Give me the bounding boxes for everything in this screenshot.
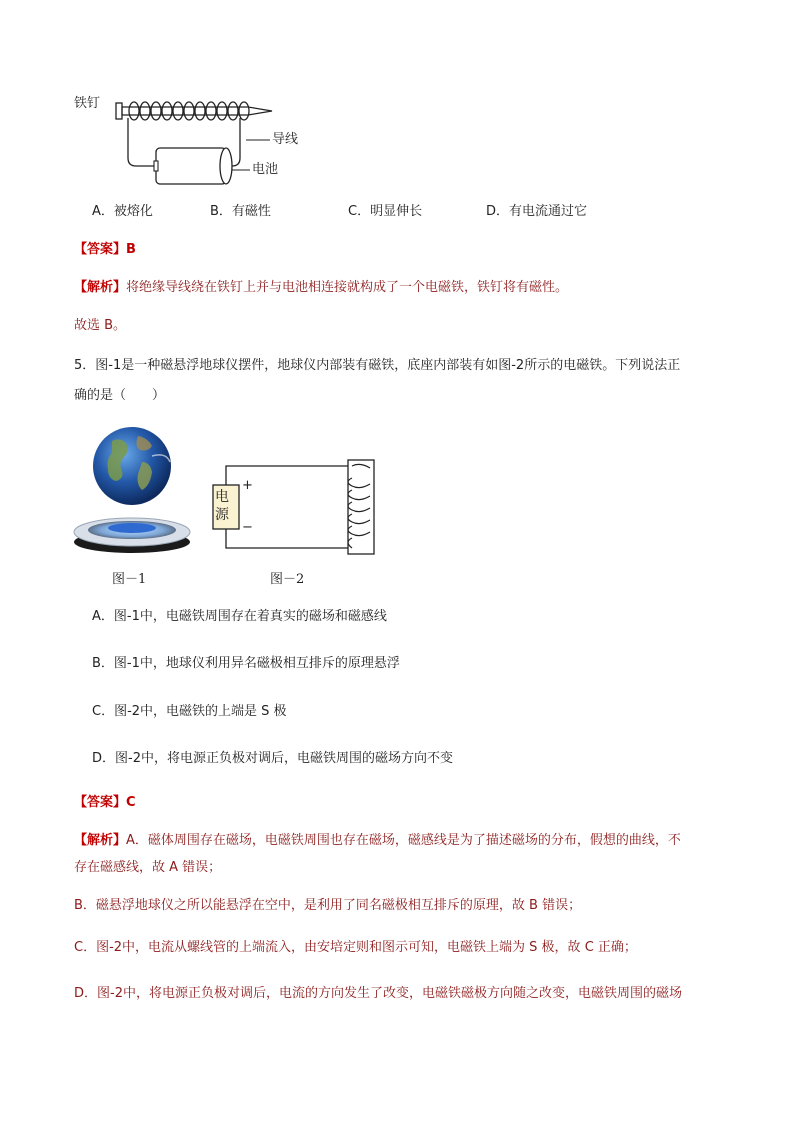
- q4-option-b: B．有磁性: [210, 204, 271, 219]
- q5-analysis-b: B．磁悬浮地球仪之所以能悬浮在空中，是利用了同名磁极相互排斥的原理，故 B 错误；: [74, 898, 582, 913]
- q5-stem-line2: 确的是（ ）: [74, 388, 166, 403]
- electromagnet-circuit-diagram: [206, 452, 386, 560]
- fig1-caption: 图－1: [112, 572, 147, 587]
- maglev-globe-image: [72, 426, 192, 558]
- fig2-caption: 图－2: [270, 572, 305, 587]
- analysis-tag: 【解析】: [74, 833, 127, 848]
- answer-tag: 【答案】: [74, 242, 127, 257]
- q4-answer: [74, 242, 136, 258]
- analysis-a-line1: A．磁体周围存在磁场，电磁铁周围也存在磁场，磁感线是为了描述磁场的分布，假想的曲线，不: [126, 833, 681, 848]
- q5-option-d: D．图-2中，将电源正负极对调后，电磁铁周围的磁场方向不变: [92, 751, 453, 766]
- power-source-label: [215, 488, 229, 524]
- q5-option-a: A．图-1中，电磁铁周围存在着真实的磁场和磁感线: [92, 609, 387, 624]
- electromagnet-circuit-figure: [206, 452, 386, 560]
- battery-label: 电池: [252, 162, 279, 177]
- power-label-char1: 电: [215, 489, 229, 505]
- wire-label: 导线: [272, 132, 299, 147]
- maglev-globe-figure: [72, 426, 192, 558]
- answer-value: C: [126, 795, 136, 810]
- positive-terminal: +: [242, 478, 253, 493]
- analysis-text: 将绝缘导线绕在铁钉上并与电池相连接就构成了一个电磁铁，铁钉将有磁性。: [126, 280, 569, 295]
- q5-analysis-a-line2: 存在磁感线，故 A 错误；: [74, 860, 222, 875]
- q4-option-a: A．被熔化: [92, 204, 153, 219]
- q5-analysis-d: D．图-2中，将电源正负极对调后，电流的方向发生了改变，电磁铁磁极方向随之改变，电磁铁周围的磁场: [74, 986, 682, 1001]
- q4-analysis: [74, 280, 568, 296]
- q5-stem-line1: 5．图-1是一种磁悬浮地球仪摆件，地球仪内部装有磁铁，底座内部装有如图-2所示的电磁铁。下列说法正: [74, 358, 681, 373]
- q4-conclusion: 故选 B。: [74, 318, 127, 333]
- analysis-tag: 【解析】: [74, 280, 127, 295]
- negative-terminal: −: [242, 520, 253, 535]
- power-label-char2: 源: [215, 507, 229, 523]
- q5-answer: [74, 795, 136, 811]
- answer-tag: 【答案】: [74, 795, 127, 810]
- answer-value: B: [126, 242, 136, 257]
- q5-option-c: C．图-2中，电磁铁的上端是 S 极: [92, 704, 287, 719]
- q5-analysis-a: [74, 833, 681, 849]
- nail-label: 铁钉: [74, 96, 101, 111]
- q4-option-c: C．明显伸长: [348, 204, 423, 219]
- q4-option-d: D．有电流通过它: [486, 204, 588, 219]
- q5-analysis-c: C．图-2中，电流从螺线管的上端流入，由安培定则和图示可知，电磁铁上端为 S 极，故 C 正确；: [74, 940, 637, 955]
- q5-option-b: B．图-1中，地球仪利用异名磁极相互排斥的原理悬浮: [92, 656, 400, 671]
